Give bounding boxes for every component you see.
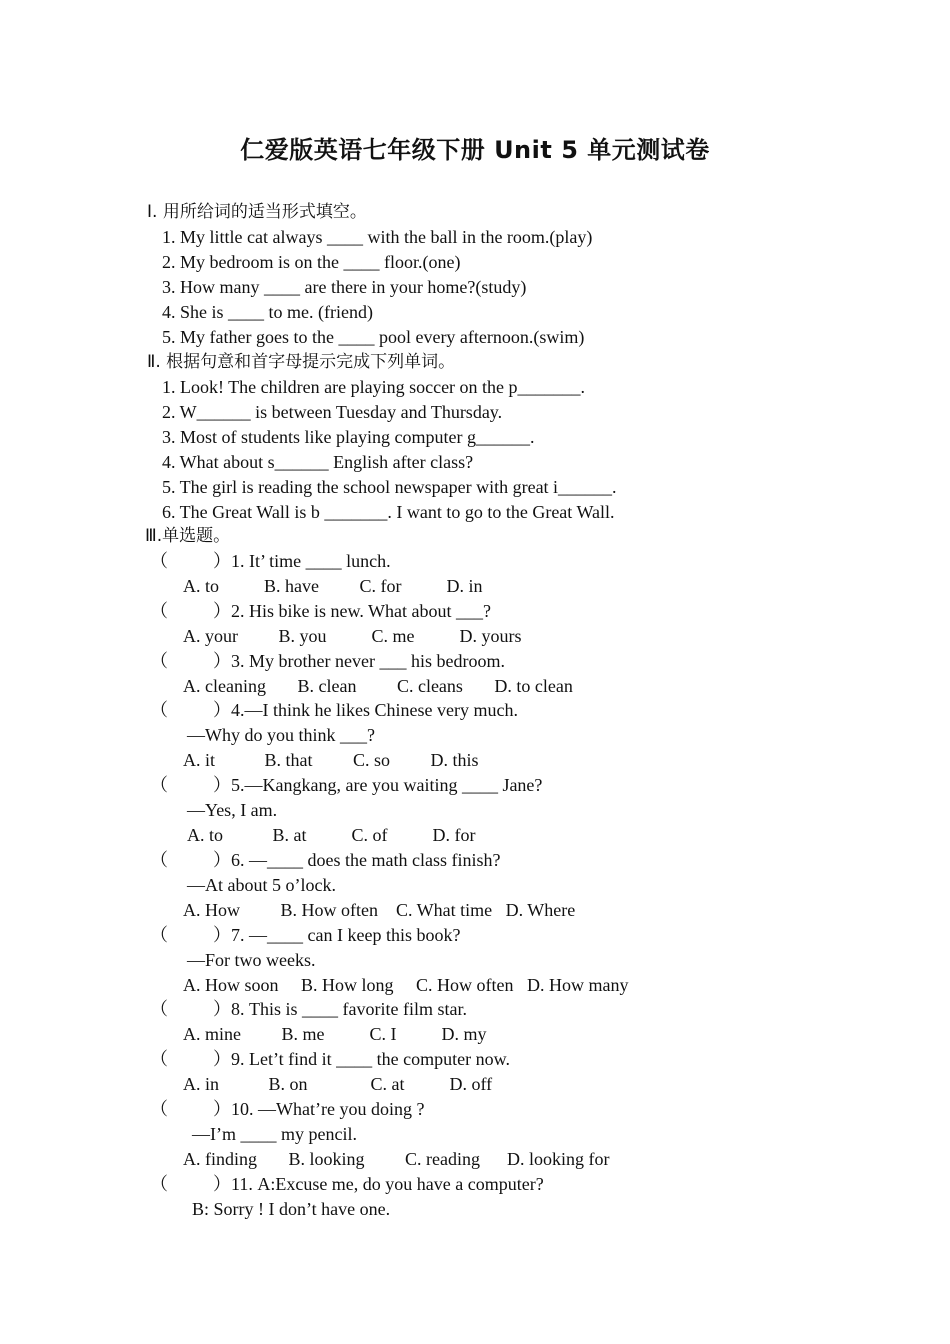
question-line: （ ）4.—I think he likes Chinese very much.	[150, 700, 518, 720]
section3-heading: Ⅲ.单选题。	[145, 526, 231, 546]
section2-heading: Ⅱ. 根据句意和首字母提示完成下列单词。	[147, 352, 456, 372]
question-line: （ ）11. A:Excuse me, do you have a computer?	[150, 1174, 544, 1194]
answer-options: A. How B. How often C. What time D. Where	[183, 900, 576, 920]
answer-options: A. to B. have C. for D. in	[183, 576, 483, 596]
section2-item: 2. W______ is between Tuesday and Thursday.	[162, 402, 503, 422]
question-line: （ ）1. It’ time ____ lunch.	[150, 551, 391, 571]
question-line: （ ）2. His bike is new. What about ___?	[150, 601, 491, 621]
question-line: （ ）9. Let’t find it ____ the computer now.	[150, 1049, 510, 1069]
dialogue-line: —Why do you think ___?	[187, 725, 375, 745]
question-line: （ ）8. This is ____ favorite film star.	[150, 999, 467, 1019]
answer-options: A. in B. on C. at D. off	[183, 1074, 493, 1094]
answer-options: A. mine B. me C. I D. my	[183, 1024, 487, 1044]
question-line: （ ）6. —____ does the math class finish?	[150, 850, 501, 870]
question-line: （ ）5.—Kangkang, are you waiting ____ Jane?	[150, 775, 543, 795]
section2-item: 3. Most of students like playing computer g______.	[162, 427, 535, 447]
dialogue-line: —For two weeks.	[187, 950, 316, 970]
answer-options: A. finding B. looking C. reading D. looking for	[183, 1149, 610, 1169]
answer-options: A. it B. that C. so D. this	[183, 750, 479, 770]
dialogue-line: —Yes, I am.	[187, 800, 278, 820]
section1-item: 4. She is ____ to me. (friend)	[162, 302, 373, 322]
section2-item: 4. What about s______ English after class?	[162, 452, 474, 472]
dialogue-line: B: Sorry ! I don’t have one.	[192, 1199, 391, 1219]
section2-item: 5. The girl is reading the school newspaper with great i______.	[162, 477, 617, 497]
answer-options: A. How soon B. How long C. How often D. How many	[183, 975, 629, 995]
section1-item: 3. How many ____ are there in your home?(study)	[162, 277, 527, 297]
dialogue-line: —I’m ____ my pencil.	[192, 1124, 357, 1144]
answer-options: A. cleaning B. clean C. cleans D. to clean	[183, 676, 573, 696]
section1-item: 1. My little cat always ____ with the ball in the room.(play)	[162, 227, 593, 247]
section2-item: 1. Look! The children are playing soccer on the p_______.	[162, 377, 586, 397]
section1-heading: Ⅰ. 用所给词的适当形式填空。	[147, 202, 367, 222]
section2-item: 6. The Great Wall is b _______. I want to go to the Great Wall.	[162, 502, 615, 522]
answer-options: A. your B. you C. me D. yours	[183, 626, 522, 646]
answer-options: A. to B. at C. of D. for	[187, 825, 476, 845]
section1-item: 2. My bedroom is on the ____ floor.(one)	[162, 252, 461, 272]
question-line: （ ）7. —____ can I keep this book?	[150, 925, 461, 945]
question-line: （ ）3. My brother never ___ his bedroom.	[150, 651, 505, 671]
page-title: 仁爱版英语七年级下册 Unit 5 单元测试卷	[240, 136, 710, 164]
section1-item: 5. My father goes to the ____ pool every afternoon.(swim)	[162, 327, 585, 347]
dialogue-line: —At about 5 o’lock.	[187, 875, 336, 895]
question-line: （ ）10. —What’re you doing ?	[150, 1099, 425, 1119]
